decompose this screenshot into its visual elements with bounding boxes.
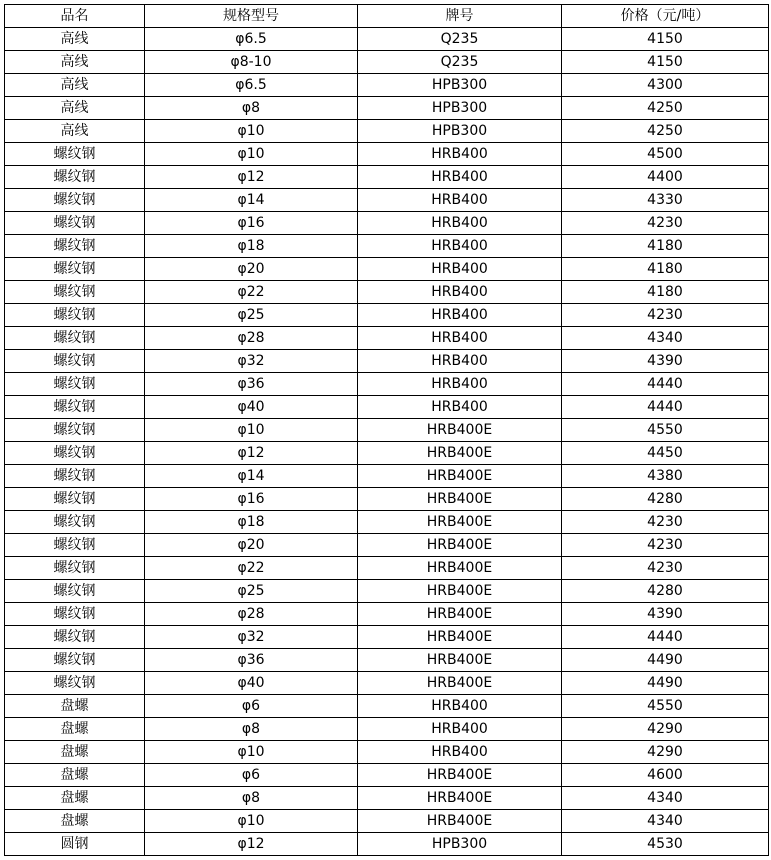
cell-spec-model: φ28 [145,327,358,350]
cell-product-name: 螺纹钢 [5,304,145,327]
cell-price: 4230 [562,557,769,580]
cell-price: 4340 [562,327,769,350]
cell-product-name: 螺纹钢 [5,626,145,649]
cell-product-name: 高线 [5,97,145,120]
cell-price: 4300 [562,74,769,97]
cell-grade: HRB400 [358,327,562,350]
header-price: 价格（元/吨） [562,5,769,28]
table-row [5,189,769,212]
table-row [5,718,769,741]
cell-price: 4230 [562,304,769,327]
cell-product-name: 螺纹钢 [5,603,145,626]
cell-product-name: 螺纹钢 [5,281,145,304]
cell-spec-model: φ6.5 [145,28,358,51]
table-row [5,649,769,672]
cell-price: 4290 [562,718,769,741]
table-row [5,741,769,764]
cell-product-name: 螺纹钢 [5,396,145,419]
cell-price: 4440 [562,396,769,419]
table-row [5,810,769,833]
cell-price: 4550 [562,419,769,442]
cell-spec-model: φ20 [145,258,358,281]
table-header [5,5,769,28]
cell-price: 4340 [562,810,769,833]
table-row [5,304,769,327]
cell-price: 4530 [562,833,769,856]
table-row [5,764,769,787]
cell-price: 4230 [562,212,769,235]
cell-product-name: 螺纹钢 [5,350,145,373]
cell-spec-model: φ28 [145,603,358,626]
cell-price: 4280 [562,488,769,511]
cell-spec-model: φ10 [145,810,358,833]
cell-product-name: 螺纹钢 [5,212,145,235]
cell-price: 4550 [562,695,769,718]
cell-spec-model: φ36 [145,373,358,396]
cell-grade: HPB300 [358,833,562,856]
cell-product-name: 螺纹钢 [5,488,145,511]
cell-grade: HRB400 [358,304,562,327]
cell-grade: HPB300 [358,74,562,97]
table-row [5,511,769,534]
cell-grade: HRB400E [358,534,562,557]
cell-price: 4400 [562,166,769,189]
cell-grade: HRB400 [358,143,562,166]
table-row [5,350,769,373]
cell-spec-model: φ14 [145,465,358,488]
table-row [5,74,769,97]
table-row [5,166,769,189]
table-row [5,442,769,465]
cell-product-name: 盘螺 [5,810,145,833]
table-row [5,626,769,649]
table-row [5,327,769,350]
cell-product-name: 螺纹钢 [5,465,145,488]
cell-grade: HRB400E [358,557,562,580]
cell-product-name: 高线 [5,120,145,143]
cell-product-name: 螺纹钢 [5,143,145,166]
table-row [5,258,769,281]
cell-spec-model: φ40 [145,672,358,695]
cell-spec-model: φ6 [145,695,358,718]
cell-grade: HRB400E [358,488,562,511]
cell-product-name: 盘螺 [5,764,145,787]
cell-product-name: 螺纹钢 [5,580,145,603]
cell-price: 4440 [562,626,769,649]
cell-product-name: 螺纹钢 [5,557,145,580]
cell-product-name: 螺纹钢 [5,511,145,534]
cell-grade: HRB400 [358,695,562,718]
cell-product-name: 螺纹钢 [5,534,145,557]
cell-product-name: 高线 [5,74,145,97]
cell-price: 4230 [562,511,769,534]
cell-product-name: 螺纹钢 [5,235,145,258]
cell-product-name: 高线 [5,51,145,74]
cell-product-name: 螺纹钢 [5,442,145,465]
cell-grade: HRB400 [358,235,562,258]
cell-grade: HPB300 [358,120,562,143]
cell-grade: HPB300 [358,97,562,120]
table-row [5,51,769,74]
cell-price: 4600 [562,764,769,787]
cell-price: 4290 [562,741,769,764]
cell-grade: HRB400E [358,580,562,603]
table-row [5,97,769,120]
cell-price: 4330 [562,189,769,212]
cell-grade: HRB400 [358,212,562,235]
cell-price: 4150 [562,28,769,51]
table-row [5,235,769,258]
cell-price: 4500 [562,143,769,166]
cell-price: 4280 [562,580,769,603]
cell-product-name: 高线 [5,28,145,51]
header-grade: 牌号 [358,5,562,28]
cell-product-name: 螺纹钢 [5,258,145,281]
cell-grade: HRB400 [358,189,562,212]
cell-grade: Q235 [358,28,562,51]
cell-product-name: 螺纹钢 [5,649,145,672]
cell-price: 4230 [562,534,769,557]
table-row [5,534,769,557]
cell-price: 4180 [562,281,769,304]
cell-product-name: 螺纹钢 [5,166,145,189]
cell-spec-model: φ16 [145,488,358,511]
cell-spec-model: φ10 [145,419,358,442]
cell-spec-model: φ8 [145,97,358,120]
cell-grade: HRB400 [358,258,562,281]
cell-price: 4340 [562,787,769,810]
cell-product-name: 盘螺 [5,695,145,718]
cell-grade: HRB400E [358,764,562,787]
cell-spec-model: φ18 [145,511,358,534]
cell-grade: HRB400E [358,787,562,810]
cell-product-name: 螺纹钢 [5,327,145,350]
table-row [5,465,769,488]
table-row [5,281,769,304]
cell-grade: HRB400E [358,649,562,672]
cell-spec-model: φ32 [145,350,358,373]
table-row [5,695,769,718]
cell-spec-model: φ14 [145,189,358,212]
cell-product-name: 螺纹钢 [5,419,145,442]
cell-spec-model: φ32 [145,626,358,649]
cell-grade: HRB400E [358,465,562,488]
cell-spec-model: φ22 [145,281,358,304]
cell-grade: HRB400E [358,419,562,442]
table-row [5,787,769,810]
cell-price: 4490 [562,672,769,695]
table-row [5,833,769,856]
price-table [4,4,769,856]
cell-spec-model: φ22 [145,557,358,580]
cell-price: 4390 [562,350,769,373]
table-row [5,557,769,580]
cell-grade: HRB400 [358,396,562,419]
cell-price: 4250 [562,97,769,120]
cell-spec-model: φ6 [145,764,358,787]
cell-grade: HRB400 [358,741,562,764]
cell-spec-model: φ8 [145,787,358,810]
cell-product-name: 盘螺 [5,787,145,810]
table-row [5,580,769,603]
cell-grade: HRB400E [358,626,562,649]
cell-price: 4150 [562,51,769,74]
cell-spec-model: φ10 [145,741,358,764]
header-spec-model: 规格型号 [145,5,358,28]
cell-grade: HRB400E [358,442,562,465]
cell-price: 4180 [562,258,769,281]
cell-spec-model: φ12 [145,442,358,465]
cell-price: 4490 [562,649,769,672]
table-row [5,373,769,396]
cell-price: 4440 [562,373,769,396]
cell-spec-model: φ16 [145,212,358,235]
header-row [5,5,769,28]
table-row [5,672,769,695]
cell-spec-model: φ36 [145,649,358,672]
cell-product-name: 圆钢 [5,833,145,856]
cell-price: 4450 [562,442,769,465]
cell-spec-model: φ25 [145,580,358,603]
cell-spec-model: φ10 [145,143,358,166]
cell-spec-model: φ10 [145,120,358,143]
cell-spec-model: φ8 [145,718,358,741]
cell-price: 4180 [562,235,769,258]
cell-spec-model: φ12 [145,833,358,856]
cell-price: 4380 [562,465,769,488]
cell-grade: Q235 [358,51,562,74]
cell-spec-model: φ25 [145,304,358,327]
table-row [5,419,769,442]
table-body [5,28,769,856]
cell-grade: HRB400E [358,511,562,534]
cell-price: 4250 [562,120,769,143]
cell-grade: HRB400 [358,350,562,373]
cell-grade: HRB400E [358,810,562,833]
cell-grade: HRB400 [358,718,562,741]
cell-grade: HRB400E [358,603,562,626]
cell-product-name: 盘螺 [5,718,145,741]
table-row [5,396,769,419]
cell-spec-model: φ12 [145,166,358,189]
cell-price: 4390 [562,603,769,626]
table-row [5,120,769,143]
cell-grade: HRB400E [358,672,562,695]
cell-spec-model: φ20 [145,534,358,557]
cell-spec-model: φ6.5 [145,74,358,97]
table-row [5,488,769,511]
cell-grade: HRB400 [358,281,562,304]
cell-grade: HRB400 [358,166,562,189]
cell-product-name: 螺纹钢 [5,189,145,212]
cell-product-name: 盘螺 [5,741,145,764]
header-product-name: 品名 [5,5,145,28]
table-row [5,603,769,626]
cell-product-name: 螺纹钢 [5,672,145,695]
table-row [5,28,769,51]
table-row [5,143,769,166]
cell-spec-model: φ40 [145,396,358,419]
cell-grade: HRB400 [358,373,562,396]
cell-spec-model: φ8-10 [145,51,358,74]
cell-spec-model: φ18 [145,235,358,258]
cell-product-name: 螺纹钢 [5,373,145,396]
table-row [5,212,769,235]
